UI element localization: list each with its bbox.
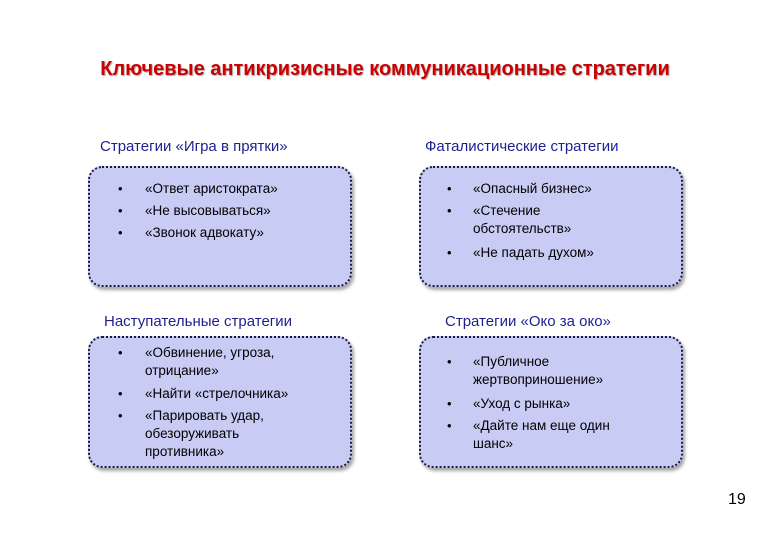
strategy-box-fatalistic	[419, 166, 683, 287]
section-heading-eye-for-eye: Стратегии «Око за око»	[445, 313, 611, 330]
strategy-box-offensive	[88, 336, 352, 468]
list-item-text: «Не падать духом»	[473, 245, 594, 260]
list-item-text: «Ответ аристократа»	[145, 181, 278, 196]
strategy-box-hide-and-seek	[88, 166, 352, 287]
bullet-icon: •	[447, 418, 452, 433]
section-heading-offensive: Наступательные стратегии	[104, 313, 293, 330]
slide-title: Ключевые антикризисные коммуникационные стратегии	[100, 58, 670, 80]
page-number: 19	[728, 491, 746, 508]
list-item-text: «Не высовываться»	[145, 203, 271, 218]
list-item-text: «Найти «стрелочника»	[145, 386, 289, 401]
list-item-text: «Дайте нам еще один шанс»	[473, 418, 610, 451]
section-heading-fatalistic: Фаталистические стратегии	[425, 138, 619, 155]
list-item-text: «Звонок адвокату»	[145, 225, 264, 240]
list-item-text: «Обвинение, угроза, отрицание»	[145, 345, 275, 378]
bullet-icon: •	[118, 386, 123, 401]
bullet-icon: •	[118, 181, 123, 196]
list-item-text: «Опасный бизнес»	[473, 181, 592, 196]
section-heading-hide-and-seek: Стратегии «Игра в прятки»	[100, 138, 288, 155]
bullet-icon: •	[447, 396, 452, 411]
bullet-icon: •	[447, 203, 452, 218]
strategy-box-eye-for-eye	[419, 336, 683, 468]
list-item-text: «Публичное жертвоприношение»	[473, 354, 604, 387]
list-item-text: «Парировать удар, обезоруживать противника»	[145, 408, 264, 459]
bullet-icon: •	[118, 225, 123, 240]
bullet-icon: •	[118, 203, 123, 218]
bullet-icon: •	[447, 245, 452, 260]
bullet-icon: •	[447, 354, 452, 369]
bullet-icon: •	[118, 345, 123, 360]
list-item-text: «Стечение обстоятельств»	[473, 203, 572, 236]
bullet-icon: •	[447, 181, 452, 196]
bullet-icon: •	[118, 408, 123, 423]
list-item-text: «Уход с рынка»	[473, 396, 571, 411]
